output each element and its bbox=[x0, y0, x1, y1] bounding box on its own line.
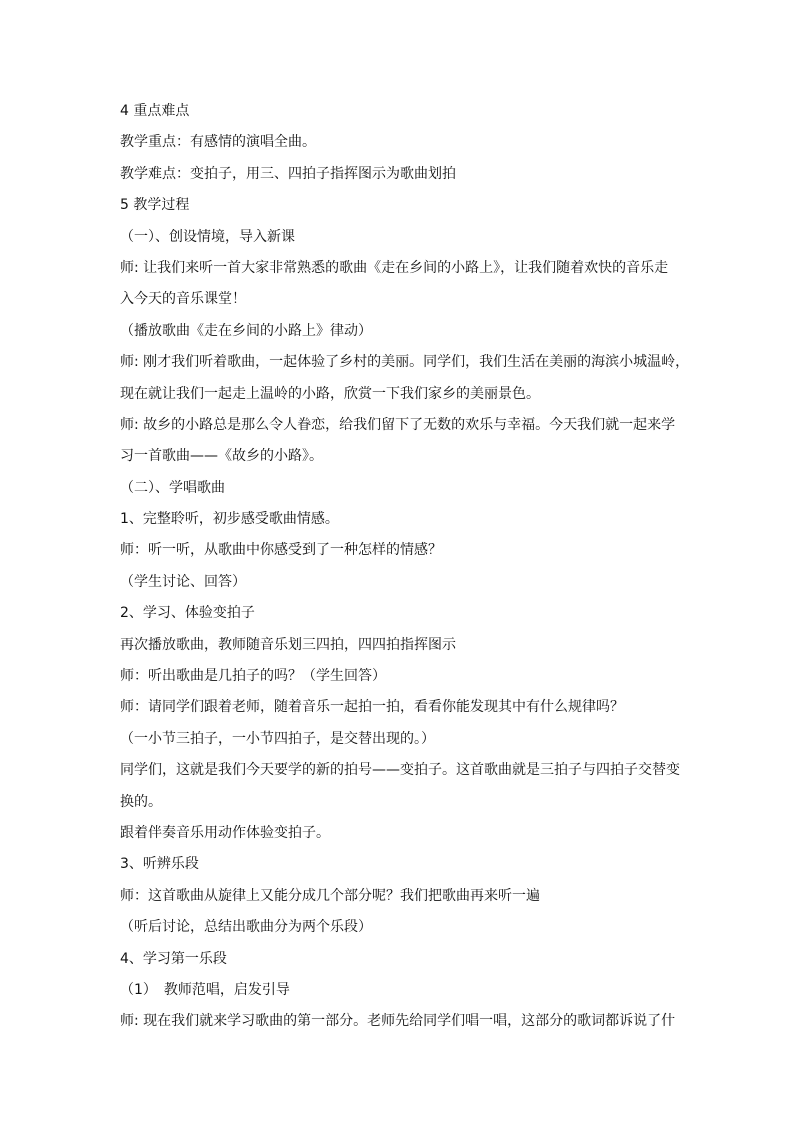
paragraph-line: 师: 现在我们就来学习歌曲的第一部分。老师先给同学们唱一唱，这部分的歌词都诉说了什 bbox=[120, 1013, 676, 1030]
paragraph-line: 师: 让我们来听一首大家非常熟悉的歌曲《走在乡间的小路上》，让我们随着欢快的音乐走 bbox=[120, 259, 669, 276]
paragraph-line: 换的。 bbox=[120, 793, 162, 810]
document-body bbox=[120, 96, 690, 1038]
paragraph-line: 再次播放歌曲，教师随音乐划三四拍，四四拍指挥图示 bbox=[120, 636, 456, 653]
paragraph-line: 同学们，这就是我们今天要学的新的拍号——变拍子。这首歌曲就是三拍子与四拍子交替变 bbox=[120, 762, 680, 779]
paragraph-line: （一小节三拍子，一小节四拍子，是交替出现的。） bbox=[120, 730, 435, 747]
paragraph-line: 师: 刚才我们听着歌曲，一起体验了乡村的美丽。同学们，我们生活在美丽的海滨小城温岭， bbox=[120, 354, 690, 371]
paragraph-line: 现在就让我们一起走上温岭的小路，欣赏一下我们家乡的美丽景色。 bbox=[120, 385, 540, 402]
paragraph-line: （1） 教师范唱，启发引导 bbox=[120, 981, 290, 998]
paragraph-line: 师：这首歌曲从旋律上又能分成几个部分呢？我们把歌曲再来听一遍 bbox=[120, 887, 540, 904]
paragraph-line: 1、完整聆听，初步感受歌曲情感。 bbox=[120, 511, 339, 528]
subsection-heading: （二）、学唱歌曲 bbox=[120, 479, 225, 496]
section-heading: 4 重点难点 bbox=[120, 103, 190, 119]
paragraph-line: 教学难点：变拍子，用三、四拍子指挥图示为歌曲划拍 bbox=[120, 165, 456, 182]
paragraph-line: 师：听出歌曲是几拍子的吗？（学生回答） bbox=[120, 668, 386, 685]
subsection-heading: （一）、创设情境，导入新课 bbox=[120, 228, 295, 245]
paragraph-line: 3、听辨乐段 bbox=[120, 856, 199, 873]
paragraph-line: （播放歌曲《走在乡间的小路上》律动） bbox=[120, 322, 372, 339]
paragraph-line: 入今天的音乐课堂！ bbox=[120, 291, 246, 308]
section-heading: 5 教学过程 bbox=[120, 197, 190, 214]
paragraph-line: 师：听一听，从歌曲中你感受到了一种怎样的情感？ bbox=[120, 542, 442, 559]
paragraph-line: 跟着伴奏音乐用动作体验变拍子。 bbox=[120, 824, 330, 841]
paragraph-line: （听后讨论，总结出歌曲分为两个乐段） bbox=[120, 919, 372, 936]
paragraph-line: 2、学习、体验变拍子 bbox=[120, 605, 255, 622]
paragraph-line: 师：请同学们跟着老师，随着音乐一起拍一拍，看看你能发现其中有什么规律吗？ bbox=[120, 699, 624, 716]
paragraph-line: 习一首歌曲——《故乡的小路》。 bbox=[120, 448, 323, 465]
paragraph-line: （学生讨论、回答） bbox=[120, 573, 246, 590]
paragraph-line: 教学重点：有感情的演唱全曲。 bbox=[120, 134, 316, 151]
paragraph-line: 师: 故乡的小路总是那么令人眷恋，给我们留下了无数的欢乐与幸福。今天我们就一起来学 bbox=[120, 416, 676, 433]
paragraph-line: 4、学习第一乐段 bbox=[120, 950, 227, 967]
